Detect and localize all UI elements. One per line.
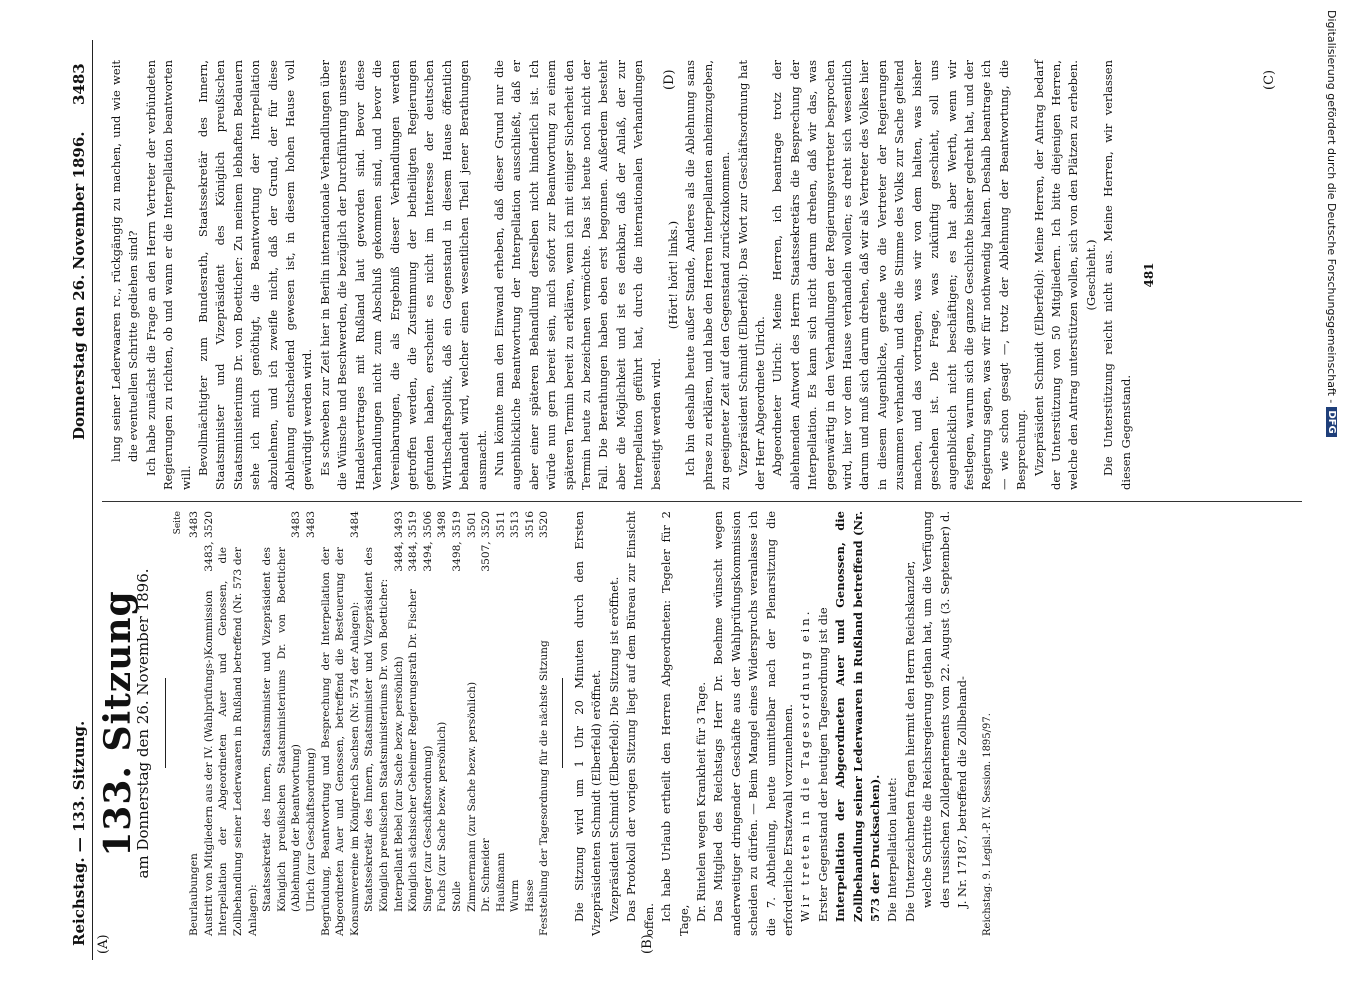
opening-paragraph: Dr. Rintelen wegen Krankheit für 3 Tage. xyxy=(693,681,708,922)
toc-entry xyxy=(187,511,202,936)
right-paragraph: lung seiner Lederwaaren rc., rückgängig zu machen, und wie weit die eventuellen Schritte gediehen sind? xyxy=(109,60,141,462)
toc-entry xyxy=(304,511,319,936)
right-paragraph: Abgeordneter Ulrich: Meine Herren, ich beantrage trotz der ablehnenden Antwort des Herrn Staatssekretärs die Besprechung der Interpellation. Es kann sich nicht darum drehen, daß wir das, was gegenwärtig in den Verhandlungen der Regierungsvertreter besprochen wird, hier vor dem Hause verhandeln wollen; es dreht sich wesentlich darum und muß sich darum drehen, daß wir als Vertreter des Volkes hier in diesem Augenblicke, gerade wo die Vertreter der Regierungen zusammen verhandeln, und das die Stimme des Volks zur Sache geltend machen, und das vortragen, was wir von dem halten, was bisher geschehen ist. Die Frage, was zukünftig geschieht, soll uns augenblicklich nicht beschäftigen; es hat aber Werth, wenn wir festlegen, warum sich die ganze Geschichte bisher gedreht hat, und der Regierung sagen, was wir für nothwendig halten. Deshalb beantrage ich — wie schon gesagt —, trotz der Ablehnung der Beantwortung, die Besprechung. xyxy=(770,60,1029,490)
toc-entry xyxy=(465,511,480,936)
right-paragraph: Bevollmächtigter zum Bundesrath, Staatssekretär des Innern, Staatsminister und Vizepräsident des Königlich preußischen Staatsministeriums Dr. von Boetticher: Zu meinem lebhaften Bedauern sehe ich mich genöthigt, die Beantwortung der Interpellation abzulehnen, und ich zweifle nicht, daß der Grund, der für diese Ablehnung entscheidend gewesen ist, in diesem hohen Hause voll gewürdigt werden wird. xyxy=(196,60,315,490)
toc-entry xyxy=(319,511,363,936)
toc-entry-text: Beurlaubungen xyxy=(188,853,201,936)
toc-entry-text: Ulrich (zur Geschäftsordnung) xyxy=(304,747,317,912)
toc-entry-page: 3483 xyxy=(188,511,201,538)
toc-entry-page: 3483, 3520 xyxy=(202,511,215,572)
toc-entry xyxy=(421,511,436,936)
column-divider xyxy=(102,501,1302,502)
toc-entry-text: Staatssekretär des Innern, Staatsminister und Vizepräsident des Königlich preußischen Staatsministeriums Dr. von Boetticher: xyxy=(363,547,390,912)
right-paragraph: Es schweben zur Zeit hier in Berlin internationale Verhandlungen über die Wünsche und Beschwerden, die bezüglich der Durchführung unseres Handelsvertrages mit Rußland laut geworden sind. Bevor diese Verhandlungen nicht zum Abschluß gekommen sind, und bevor die Vereinbarungen, die als Ergebniß dieser Verhandlungen werden getroffen werden, die Zustimmung der betheiligten Regierungen gefunden haben, erscheint es nicht im Interesse der deutschen Wirthschaftspolitik, daß ein Gegenstand in diesem Hause öffentlich behandelt wird, welcher einen wesentlichen Theil jener Berathungen ausmacht. xyxy=(317,60,489,490)
opening-paragraph: Die Unterzeichneten fragen hiermit den Herrn Reichskanzler, xyxy=(902,560,917,922)
toc-entry-page: 3513 xyxy=(509,511,522,538)
toc-entry-text: Hasse xyxy=(523,879,536,912)
toc-entry-text: Interpellation der Abgeordneten Auer und Genossen, die Zollbehandlung seiner Lederwaaren in Rußland betreffend (Nr. 573 der Anlagen): xyxy=(217,547,259,936)
toc-entry-page: 3498, 3519 xyxy=(450,511,463,572)
toc-entry-text: Austritt von Mitgliedern aus der IV. (Wahlprüfungs-)Kommission xyxy=(202,590,215,936)
toc-entry xyxy=(508,511,523,936)
toc-entry xyxy=(435,511,450,936)
margin-mark-d: (D) xyxy=(662,69,677,90)
toc-seite-label: Seite xyxy=(172,511,183,535)
toc-entry-text: Zimmermann (zur Sache bezw. persönlich) xyxy=(465,681,478,912)
toc-entry-page: 3483 xyxy=(290,511,303,538)
opening-paragraph: Die Interpellation lautet: xyxy=(885,777,900,922)
opening-paragraph: Wir treten in die Tagesordnung ein. xyxy=(798,608,813,922)
opening-paragraph: Ich habe Urlaub ertheilt den Herren Abgeordneten: Tegeler für 2 Tage, xyxy=(659,511,691,936)
running-header-center: Donnerstag den 26. November 1896. xyxy=(70,131,88,440)
toc-entry-text: Staatssekretär des Innern, Staatsminister und Vizepräsident des Königlich preußischen Staatsministeriums Dr. von Boetticher (Ablehnung der Beantwortung) xyxy=(261,547,303,912)
toc-entry-page: 3484, 3493 xyxy=(392,511,405,572)
right-paragraph: Ich bin deshalb heute außer Stande, Anderes als die Ablehnung sans phrase zu erklären, und habe den Herren Interpellanten anheimzugeben, zu geeigneter Zeit auf den Gegenstand zurückzukommen. xyxy=(683,60,733,490)
running-header-page: 3483 xyxy=(70,63,88,105)
toc-entry xyxy=(479,511,494,936)
toc-entry-text: Königlich sächsischer Geheimer Regierungsrath Dr. Fischer xyxy=(407,589,420,912)
credit-text: Digitalisierung gefördert durch die Deutsche Forschungsgemeinschaft - xyxy=(1325,10,1339,404)
right-paragraph: Ich habe zunächst die Frage an den Herrn Vertreter der verbündeten Regierungen zu richten, ob und wann er die Interpellation beantworten will. xyxy=(143,60,193,490)
opening-paragraph: Die Sitzung wird um 1 Uhr 20 Minuten durch den Ersten Vizepräsidenten Schmidt (Elberfeld) eröffnet. xyxy=(572,511,604,936)
table-of-contents xyxy=(187,511,552,936)
left-column xyxy=(97,511,1303,936)
footnote: Reichstag. 9. Legisl.-P. IV. Session. 1895/97. xyxy=(982,713,994,936)
right-paragraph: Nun könnte man den Einwand erheben, daß dieser Grund nur die augenblickliche Beantwortung der Interpellation ausschließt, daß er aber einer späteren Behandlung derselben nicht hinderlich ist. Ich würde nun gern bereit sein, mich sofort zur Beantwortung zu einem späteren Termin bereit zu erklären, wenn ich mit einiger Sicherheit den Termin heute zu bezeichnen vermöchte. Das ist heute noch nicht der Fall. Die Berathungen haben eben erst begonnen. Außerdem besteht aber die Möglichkeit und ist es denkbar, daß der Anlaß, der zur Interpellation geführt hat, durch die internationalen Verhandlungen beseitigt werden wird. xyxy=(491,60,663,490)
toc-entry xyxy=(406,511,421,936)
toc-entry-page: 3516 xyxy=(523,511,536,538)
right-paragraph: (Geschieht.) xyxy=(1083,239,1098,311)
toc-entry-text: Feststellung der Tagesordnung für die nächste Sitzung xyxy=(538,640,551,936)
opening-paragraph: Das Protokoll der vorigen Sitzung liegt auf dem Büreau zur Einsicht offen. xyxy=(624,511,656,936)
running-header-left: Reichstag. — 133. Sitzung. xyxy=(70,720,88,946)
toc-entry xyxy=(362,511,391,936)
right-paragraph: Vizepräsident Schmidt (Elberfeld): Das Wort zur Geschäftsordnung hat der Herr Abgeordnete Ulrich. xyxy=(735,60,768,490)
opening-paragraph: Das Mitglied des Reichstags Herr Dr. Boehme wünscht wegen anderweitiger dringender Geschäfte aus der Wahlprüfungskommission scheiden zu dürfen. — Beim Mangel eines Widerspruchs veranlasse ich die 7. Abtheilung, heute unmittelbar nach der Plenarsitzung die erforderliche Ersatzwahl vorzunehmen. xyxy=(711,511,795,936)
toc-rule xyxy=(562,679,563,769)
margin-mark-b: (B) xyxy=(640,934,655,954)
opening-paragraph: Vizepräsident Schmidt (Elberfeld): Die Sitzung ist eröffnet. xyxy=(606,576,621,922)
margin-mark-c: (C) xyxy=(1262,69,1277,90)
dfg-logo: DFG xyxy=(1327,407,1338,436)
right-column xyxy=(108,60,1303,490)
opening-paragraph: welche Schritte die Reichsregierung gethan hat, um die Verfügung des russischen Zolldepartements vom 22. August (3. September) d. J. Nr. 17187, betreffend die Zollbehand- xyxy=(920,511,969,908)
title-rule xyxy=(165,679,166,769)
toc-entry-page: 3501 xyxy=(465,511,478,538)
toc-entry-page: 3498 xyxy=(436,511,449,538)
toc-entry-text: Haußmann xyxy=(494,852,507,912)
header-rule xyxy=(92,40,93,960)
toc-entry-page: 3483 xyxy=(304,511,317,538)
page-number: 481 xyxy=(1141,262,1156,288)
session-title: 133. Sitzung xyxy=(97,590,139,857)
opening-paragraph: Erster Gegenstand der heutigen Tagesordnung ist die xyxy=(815,607,830,922)
right-column-paragraphs xyxy=(108,60,1135,490)
toc-entry xyxy=(202,511,217,936)
toc-entry-text: Fuchs (zur Sache bezw. persönlich) xyxy=(436,721,449,912)
opening-paragraph: Interpellation der Abgeordneten Auer und Genossen, die Zollbehandlung seiner Lederwaaren in Rußland betreffend (Nr. 573 der Drucksachen). xyxy=(833,511,882,922)
toc-entry-text: Stolle xyxy=(450,881,463,912)
toc-entry xyxy=(523,511,538,936)
toc-entry-text: Interpellant Bebel (zur Sache bezw. persönlich) xyxy=(392,656,405,912)
toc-entry-text: Singer (zur Geschäftsordnung) xyxy=(421,745,434,912)
toc-entry xyxy=(450,511,465,936)
toc-entry-page: 3484, 3519 xyxy=(407,511,420,572)
session-date: am Donnerstag den 26. November 1896. xyxy=(134,568,153,879)
rotated-page-content xyxy=(62,40,1312,960)
toc-entry xyxy=(260,511,304,936)
toc-entry-page: 3507, 3520 xyxy=(480,511,493,572)
digitization-credit xyxy=(1322,10,1342,1000)
toc-entry xyxy=(537,511,552,936)
toc-entry xyxy=(392,511,407,936)
toc-entry-page: 3520 xyxy=(538,511,551,538)
toc-entry-page: 3494, 3506 xyxy=(421,511,434,572)
toc-entry xyxy=(216,511,260,936)
right-paragraph: Vizepräsident Schmidt (Elberfeld): Meine Herren, der Antrag bedarf der Unterstützung von 50 Mitgliedern. Ich bitte diejenigen Herren, welche den Antrag unterstützen wollen, sich von den Plätzen zu erheben. xyxy=(1031,60,1081,490)
right-paragraph: Die Unterstützung reicht nicht aus. Meine Herren, wir verlassen diesen Gegenstand. xyxy=(1101,60,1133,490)
toc-entry-text: Wurm xyxy=(509,879,522,912)
margin-mark-a: (A) xyxy=(96,934,111,954)
toc-entry-text: Dr. Schneider xyxy=(480,838,493,912)
toc-entry-page: 3484 xyxy=(348,511,361,538)
toc-entry-text: Begründung, Beantwortung und Besprechung der Interpellation der Abgeordneten Auer und Genossen, betreffend die Besteuerung der Konsumvereine im Königreich Sachsen (Nr. 574 der Anlagen): xyxy=(319,547,361,936)
opening-text xyxy=(571,511,971,936)
toc-entry xyxy=(494,511,509,936)
toc-entry-page: 3511 xyxy=(494,511,507,538)
right-paragraph: (Hört! hört! links.) xyxy=(666,220,680,330)
